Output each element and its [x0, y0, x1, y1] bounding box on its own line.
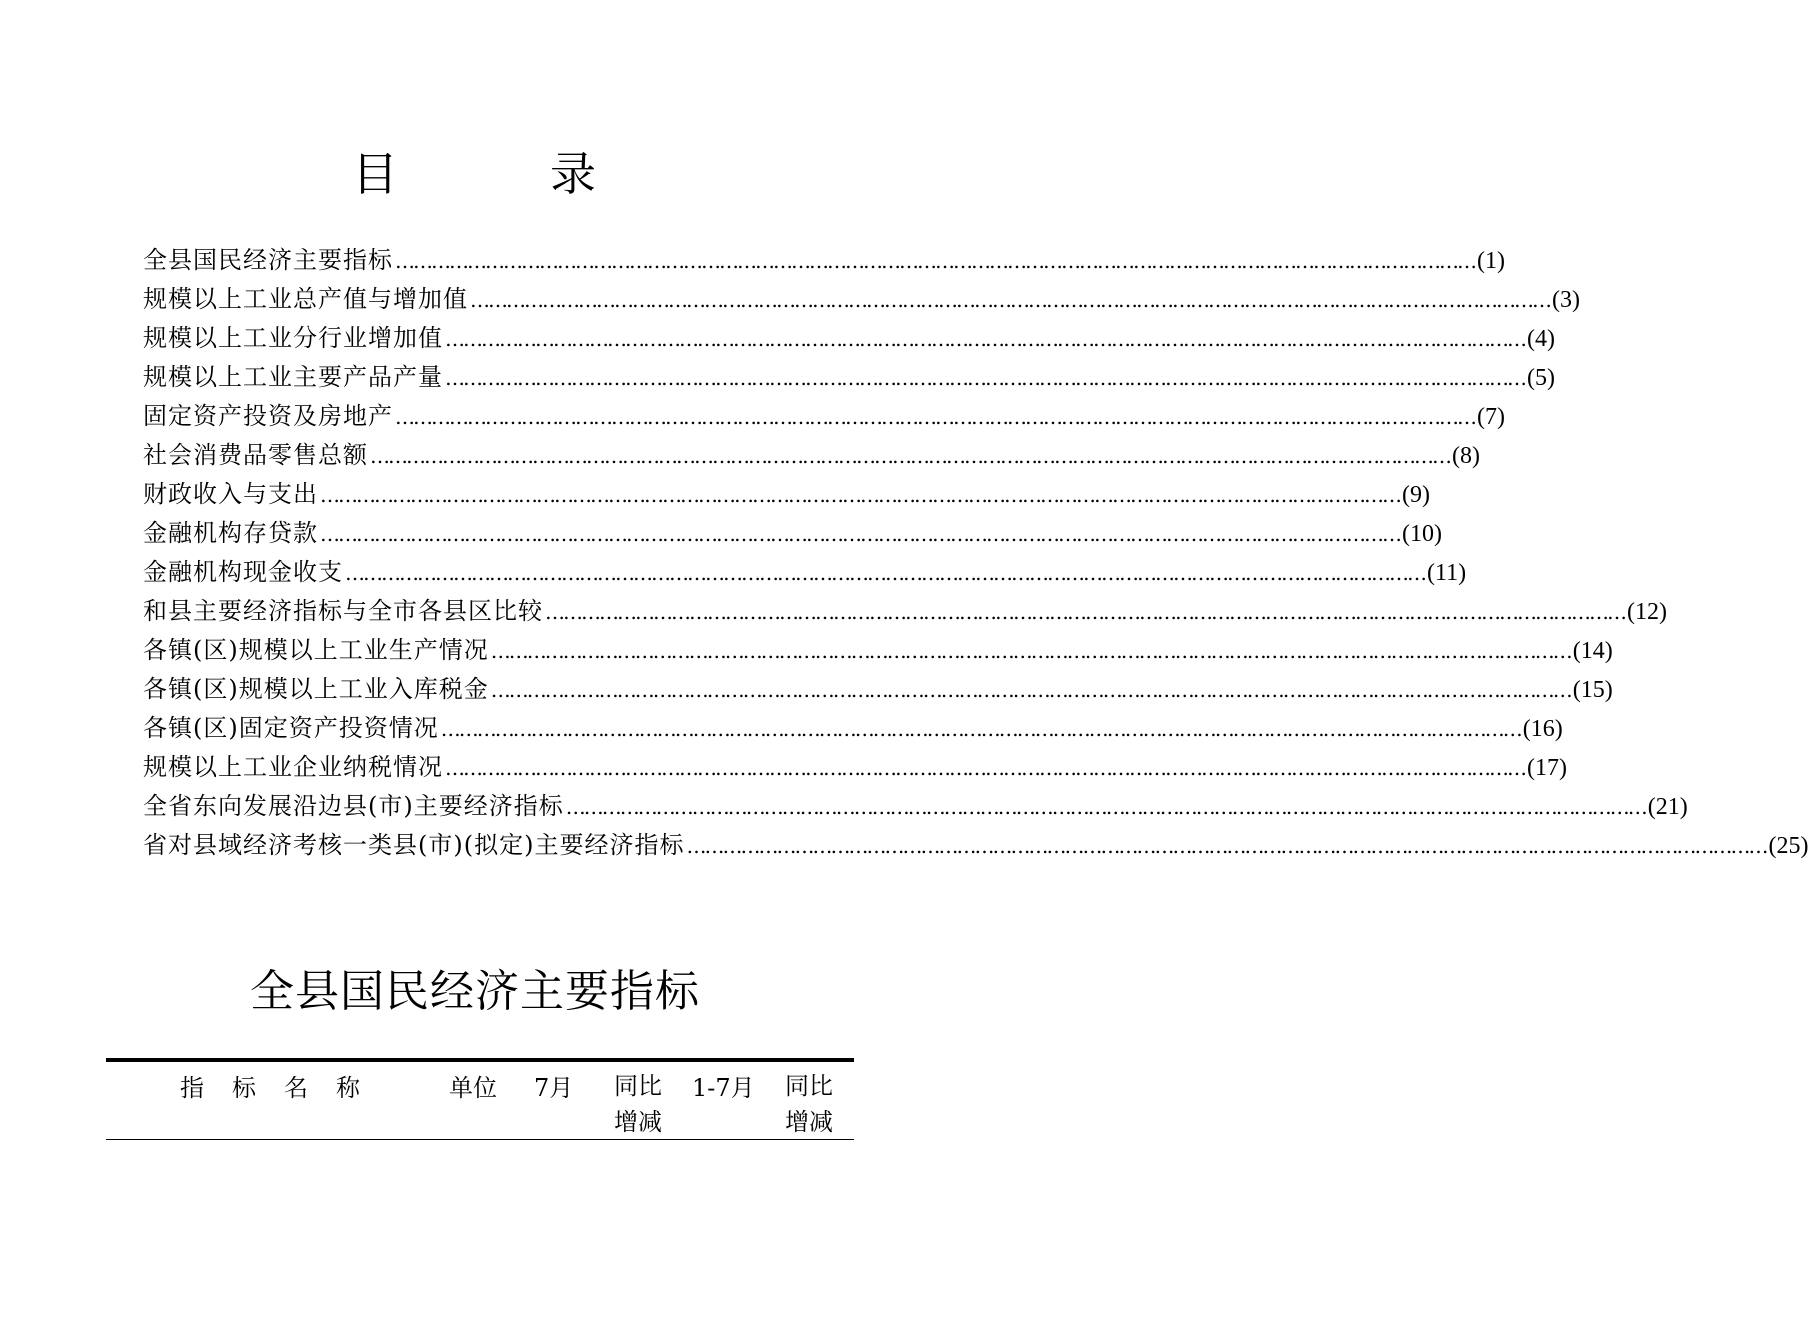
- toc-entry-page: (14): [1572, 638, 1613, 664]
- toc-leader-dots: ………………………………………………………………………………………………………………………………………………………………: [395, 249, 1475, 273]
- toc-entry[interactable]: [143, 513, 1442, 552]
- toc-title-char-2: 录: [550, 147, 598, 201]
- toc-leader-dots: ………………………………………………………………………………………………………………………………………………………………: [445, 756, 1525, 780]
- toc-entry-page: (4): [1527, 326, 1555, 352]
- toc-entry-page: (10): [1402, 521, 1442, 547]
- toc-leader-dots: ………………………………………………………………………………………………………………………………………………………………: [320, 483, 1400, 507]
- toc-entry-label: 规模以上工业主要产品产量: [143, 363, 443, 391]
- toc-entry-label: 金融机构现金收支: [143, 558, 343, 586]
- toc-entry[interactable]: [143, 357, 1555, 396]
- toc-leader-dots: ………………………………………………………………………………………………………………………………………………………………: [370, 444, 1450, 468]
- toc-entry[interactable]: [143, 591, 1667, 630]
- toc-leader-dots: ………………………………………………………………………………………………………………………………………………………………: [445, 366, 1525, 390]
- toc-entry-label: 固定资产投资及房地产: [143, 402, 393, 430]
- toc-leader-dots: ………………………………………………………………………………………………………………………………………………………………: [470, 288, 1550, 312]
- toc-entry-page: (7): [1477, 404, 1505, 430]
- toc-leader-dots: ………………………………………………………………………………………………………………………………………………………………: [445, 327, 1525, 351]
- header-yoy-line2: 增减: [785, 1108, 833, 1136]
- header-name-char: 指: [180, 1074, 206, 1102]
- toc-title: [0, 138, 950, 204]
- toc-leader-dots: ………………………………………………………………………………………………………………………………………………………………: [320, 522, 1400, 546]
- toc-entry-label: 财政收入与支出: [143, 480, 318, 508]
- toc-entry-label: 各镇(区)规模以上工业入库税金: [143, 675, 489, 703]
- toc-entry-label: 规模以上工业分行业增加值: [143, 324, 443, 352]
- table-header-bottom-rule: [106, 1139, 854, 1140]
- toc-entry[interactable]: [143, 552, 1467, 591]
- toc-entry-label: 全县国民经济主要指标: [143, 246, 393, 274]
- header-name-char: 称: [336, 1074, 362, 1102]
- toc-entry[interactable]: [143, 474, 1430, 513]
- toc-entry-page: (1): [1477, 248, 1505, 274]
- toc-entry-label: 各镇(区)规模以上工业生产情况: [143, 636, 489, 664]
- toc-entry-label: 和县主要经济指标与全市各县区比较: [143, 597, 543, 625]
- header-yoy-month: [614, 1068, 662, 1140]
- toc-entry[interactable]: [143, 747, 1567, 786]
- toc-entry-page: (11): [1427, 560, 1467, 586]
- header-name-char: 名: [284, 1074, 310, 1102]
- toc-entry[interactable]: [143, 786, 1688, 825]
- header-name-char: 标: [232, 1074, 258, 1102]
- toc-leader-dots: ………………………………………………………………………………………………………………………………………………………………: [565, 795, 1646, 819]
- toc-entry[interactable]: [143, 240, 1505, 279]
- toc-entry-page: (9): [1402, 482, 1430, 508]
- toc-entry-label: 规模以上工业企业纳税情况: [143, 753, 443, 781]
- toc-entry[interactable]: [143, 318, 1555, 357]
- header-yoy-line1: 同比: [614, 1072, 662, 1100]
- toc-entry-label: 社会消费品零售总额: [143, 441, 368, 469]
- toc-entry[interactable]: [143, 825, 1808, 864]
- header-unit: 单位: [449, 1074, 497, 1102]
- toc-entry-page: (16): [1522, 716, 1563, 742]
- toc-entry-label: 各镇(区)固定资产投资情况: [143, 714, 439, 742]
- header-yoy-cumulative: [785, 1068, 833, 1140]
- toc-entry[interactable]: [143, 708, 1563, 747]
- toc-leader-dots: ………………………………………………………………………………………………………………………………………………………………: [686, 834, 1767, 858]
- toc-entry-label: 全省东向发展沿边县(市)主要经济指标: [143, 792, 564, 820]
- toc-leader-dots: ………………………………………………………………………………………………………………………………………………………………: [490, 678, 1571, 702]
- toc-leader-dots: ………………………………………………………………………………………………………………………………………………………………: [345, 561, 1425, 585]
- toc-title-char-1: 目: [352, 147, 400, 201]
- toc-leader-dots: ………………………………………………………………………………………………………………………………………………………………: [490, 639, 1571, 663]
- section-title: 全县国民经济主要指标: [250, 966, 700, 1017]
- toc-entry-page: (15): [1572, 677, 1613, 703]
- toc-leader-dots: ………………………………………………………………………………………………………………………………………………………………: [440, 717, 1521, 741]
- toc-entry-page: (25): [1768, 833, 1808, 859]
- toc-entry-label: 规模以上工业总产值与增加值: [143, 285, 468, 313]
- toc-entry[interactable]: [143, 396, 1505, 435]
- toc-leader-dots: ………………………………………………………………………………………………………………………………………………………………: [395, 405, 1475, 429]
- toc-entry[interactable]: [143, 669, 1613, 708]
- header-cumulative: 1-7月: [692, 1074, 755, 1102]
- header-indicator-name: [180, 1068, 388, 1103]
- toc-entry[interactable]: [143, 435, 1480, 474]
- header-yoy-line1: 同比: [785, 1072, 833, 1100]
- header-yoy-line2: 增减: [614, 1108, 662, 1136]
- toc-entry-page: (8): [1452, 443, 1480, 469]
- toc-entry-label: 金融机构存贷款: [143, 519, 318, 547]
- toc-entry-page: (5): [1527, 365, 1555, 391]
- toc-leader-dots: ………………………………………………………………………………………………………………………………………………………………: [545, 600, 1625, 624]
- toc-entry[interactable]: [143, 279, 1580, 318]
- header-month: 7月: [534, 1074, 574, 1102]
- toc-entry-page: (12): [1627, 599, 1667, 625]
- toc-entry-label: 省对县域经济考核一类县(市)(拟定)主要经济指标: [143, 831, 685, 859]
- toc-entry-page: (3): [1552, 287, 1580, 313]
- table-top-rule: [106, 1058, 854, 1062]
- table-of-contents: [143, 240, 1808, 864]
- toc-entry-page: (17): [1527, 755, 1567, 781]
- toc-entry-page: (21): [1647, 794, 1688, 820]
- toc-entry[interactable]: [143, 630, 1613, 669]
